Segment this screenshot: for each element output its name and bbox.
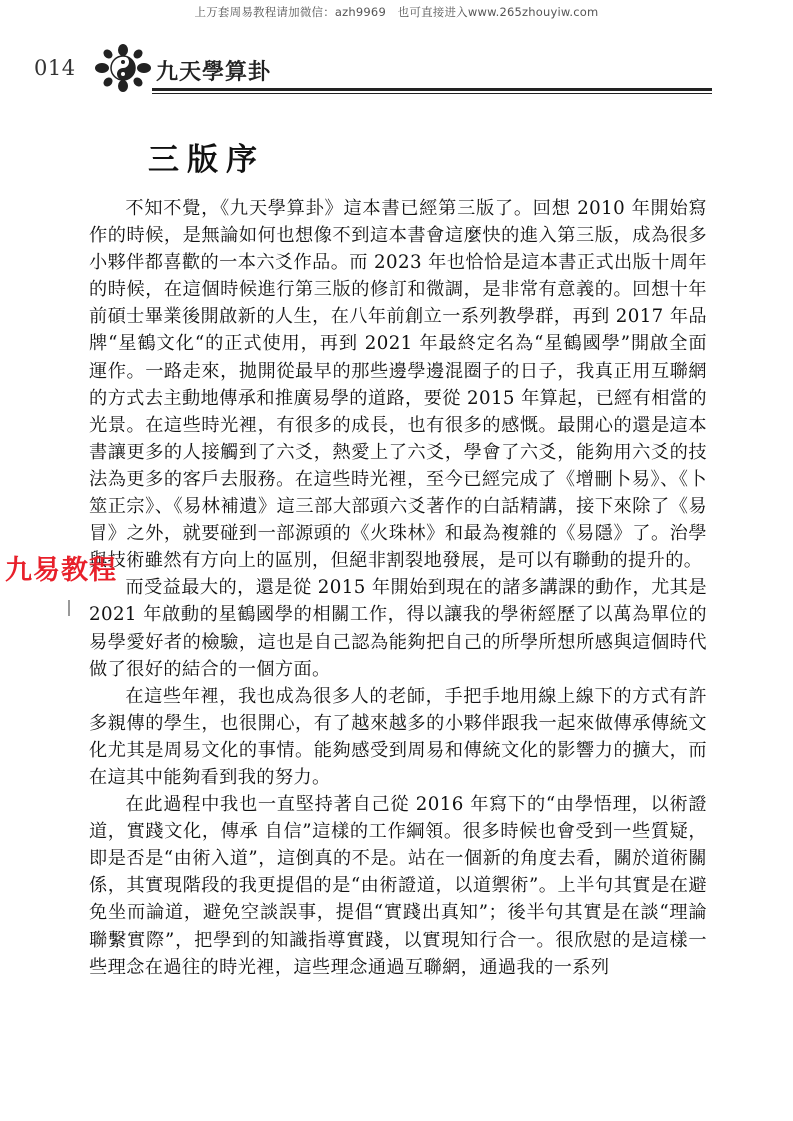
body-text: [89, 195, 707, 981]
top-watermark: 上万套周易教程请加微信：azh9969 也可直接进入www.265zhouyiw.com: [194, 5, 599, 19]
chapter-title: 三版序: [148, 142, 265, 178]
book-title: 九天學算卦: [156, 60, 272, 85]
page-number: 014: [34, 56, 76, 80]
scan-artifact: [68, 600, 70, 616]
header-rule-thick: [152, 88, 712, 91]
paragraph: 在此過程中我也一直堅持著自己從 2016 年寫下的“由學悟理，以術證道，實踐文化，傳承 自信”這樣的工作綱領。很多時候也會受到一些質疑，即是否是“由術入道”，這倒真的不是。站在一個新的角度去看，關於道術關係，其實現階段的我更提倡的是“由術證道，以道禦術”。上半句其實是在避免坐而論道，避免空談誤事，提倡“實踐出真知”；後半句其實是在談“理論聯繫實際”，把學到的知識指導實踐，以實現知行合一。很欣慰的是這樣一些理念在過往的時光裡，這些理念通過互聯網，通過我的一系列: [89, 794, 707, 978]
page-header: [32, 42, 712, 94]
yin-yang-flower-icon: [94, 44, 152, 92]
paragraph: 在這些年裡，我也成為很多人的老師，手把手地用線上線下的方式有許多親傳的學生，也很開心，有了越來越多的小夥伴跟我一起來做傳承傳統文化尤其是周易文化的事情。能夠感受到周易和傳統文化的影響力的擴大，而在這其中能夠看到我的努力。: [89, 685, 707, 788]
side-watermark: 九易教程: [5, 555, 117, 586]
paragraph: 不知不覺，《九天學算卦》這本書已經第三版了。回想 2010 年開始寫作的時候，是無論如何也想像不到這本書會這麼快的進入第三版，成為很多小夥伴都喜歡的一本六爻作品。而 2023 年也恰恰是這本書正式出版十周年的時候，在這個時候進行第三版的修訂和微調，是非常有意義的。回想十年前碩士畢業後開啟新的人生，在八年前創立一系列教學群，再到 2017 年品牌“星鶴文化“的正式使用，再到 2021 年最終定名為“星鶴國學”開啟全面運作。一路走來，拋開從最早的那些邊學邊混圈子的日子，我真正用互聯網的方式去主動地傳承和推廣易學的道路，要從 2015 年算起，已經有相當的光景。在這些時光裡，有很多的成長，也有很多的感慨。最開心的還是這本書讓更多的人接觸到了六爻，熱愛上了六爻，學會了六爻，能夠用六爻的技法為更多的客戶去服務。在這些時光裡，至今已經完成了《增刪卜易》、《卜筮正宗》、《易林補遺》這三部大部頭六爻著作的白話精講，接下來除了《易冒》之外，就要碰到一部源頭的《火珠林》和最為複雜的《易隱》了。治學與技術雖然有方向上的區別，但絕非割裂地發展，是可以有聯動的提升的。: [89, 198, 707, 572]
header-rule-thin: [152, 93, 712, 94]
paragraph: 而受益最大的，還是從 2015 年開始到現在的諸多講課的動作，尤其是 2021 年啟動的星鶴國學的相關工作，得以讓我的學術經歷了以萬為單位的易學愛好者的檢驗，這也是自己認為能夠把自己的所學所想所感與這個時代做了很好的結合的一個方面。: [89, 577, 707, 680]
